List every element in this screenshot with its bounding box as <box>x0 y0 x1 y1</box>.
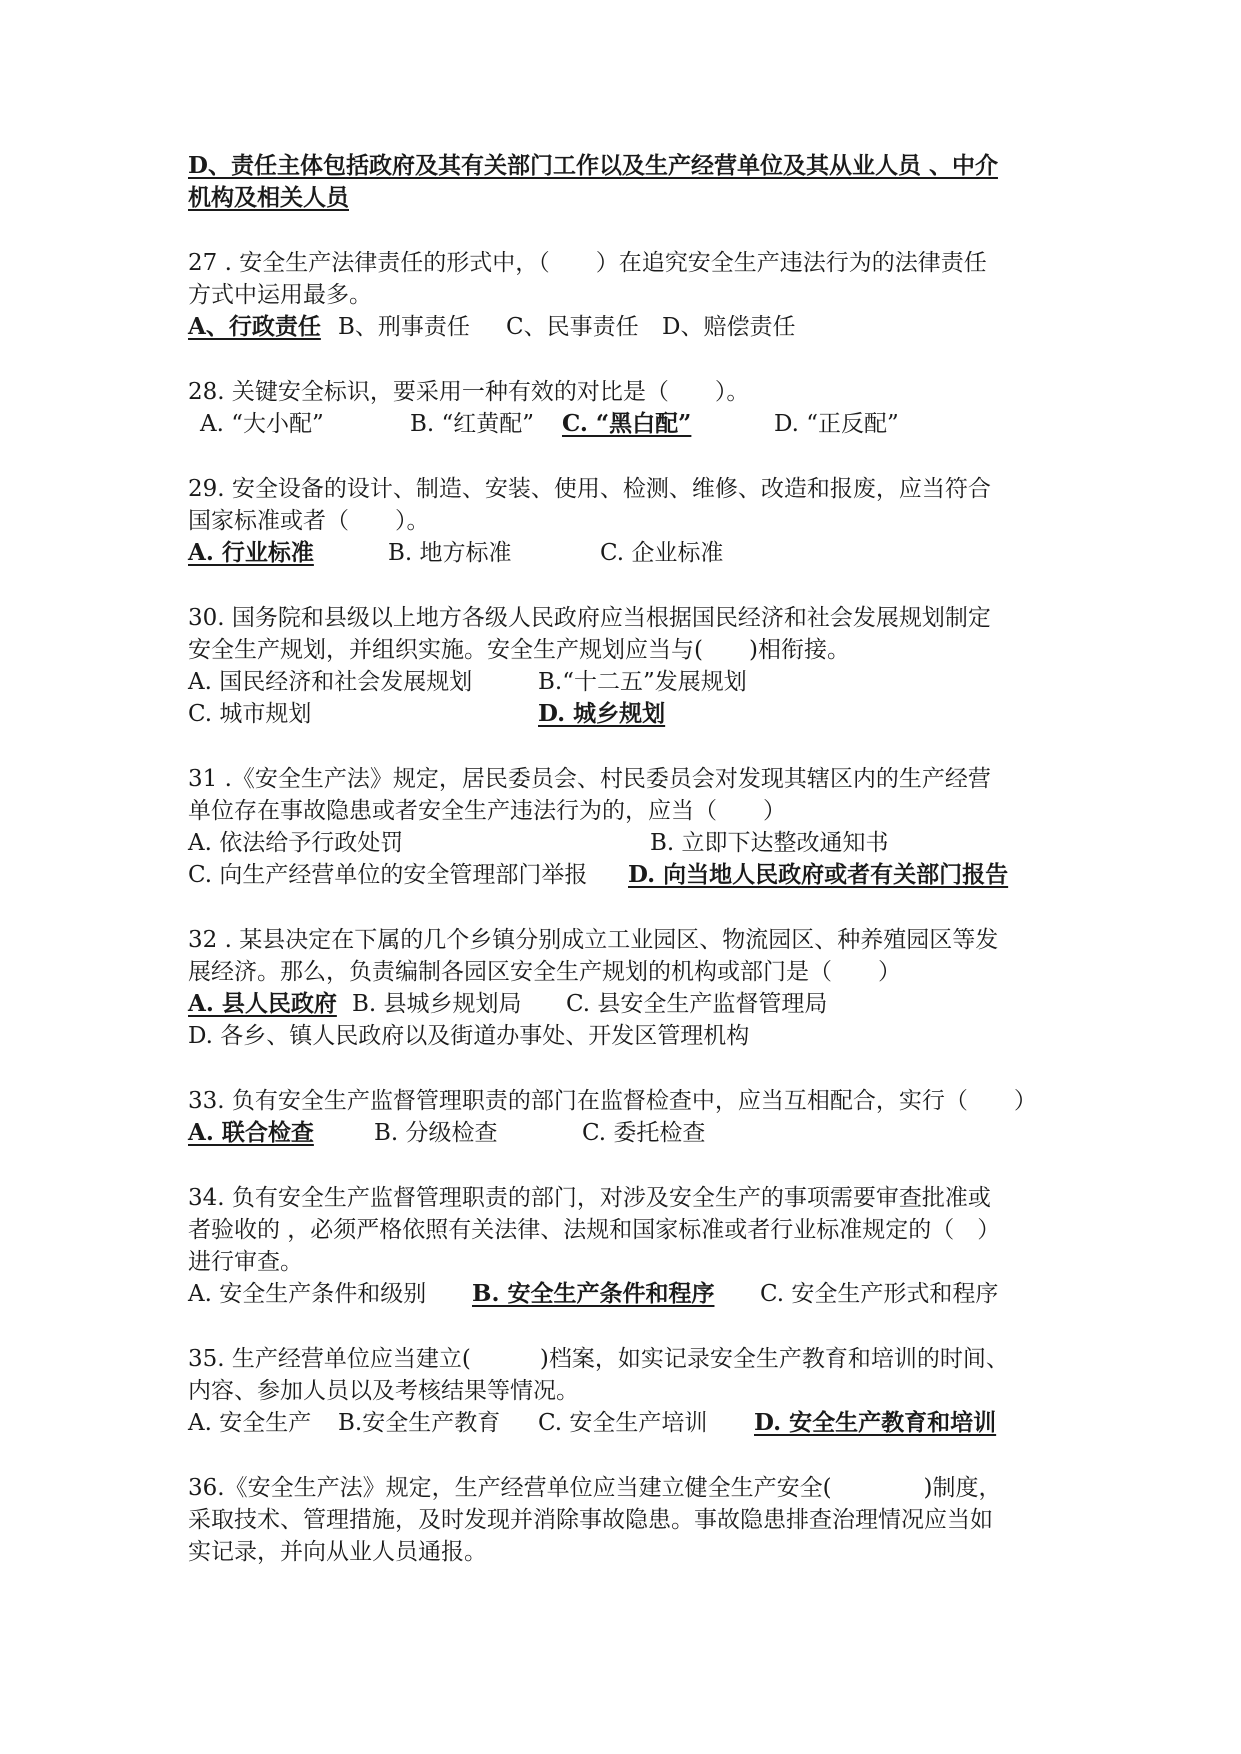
q31-option-c: C. 向生产经营单位的安全管理部门举报 <box>188 862 588 888</box>
q33-text-line-1: 33. 负有安全生产监督管理职责的部门在监督检查中，应当互相配合，实行（ ） <box>188 1088 1037 1114</box>
q31-text-line-2: 单位存在事故隐患或者安全生产违法行为的，应当（ ） <box>188 798 786 824</box>
q31-text-line-1: 31 .《安全生产法》规定，居民委员会、村民委员会对发现其辖区内的生产经营 <box>188 766 991 792</box>
q29-text-line-1: 29. 安全设备的设计、制造、安装、使用、检测、维修、改造和报废，应当符合 <box>188 476 991 502</box>
q27-option-b: B、刑事责任 <box>338 314 470 340</box>
q29-options <box>188 537 1088 569</box>
q33-option-a: A. 联合检查 <box>188 1119 314 1146</box>
q35-text-line-2: 内容、参加人员以及考核结果等情况。 <box>188 1378 579 1404</box>
q27-option-d: D、赔偿责任 <box>662 314 796 340</box>
q29-text-line-2: 国家标准或者（ ）。 <box>188 508 430 534</box>
q33-options <box>188 1117 1088 1149</box>
q35-text-line-1: 35. 生产经营单位应当建立( )档案，如实记录安全生产教育和培训的时间、 <box>188 1346 1009 1372</box>
q33-option-b: B. 分级检查 <box>374 1120 498 1146</box>
q31-option-b: B. 立即下达整改通知书 <box>650 830 889 856</box>
q31-options-row-1 <box>188 827 1088 859</box>
q36-text-line-2: 采取技术、管理措施，及时发现并消除事故隐患。事故隐患排查治理情况应当如 <box>188 1507 993 1533</box>
q34-option-c: C. 安全生产形式和程序 <box>760 1281 999 1307</box>
q30-option-b: B.“十二五”发展规划 <box>538 669 747 695</box>
q26-answer-line-1: D、责任主体包括政府及其有关部门工作以及生产经营单位及其从业人员 、中介 <box>188 152 998 179</box>
q34-text-line-1: 34. 负有安全生产监督管理职责的部门，对涉及安全生产的事项需要审查批准或 <box>188 1185 991 1211</box>
q30-options-row-2 <box>188 698 1088 730</box>
q28-option-a: A. “大小配” <box>200 411 324 437</box>
q33-option-c: C. 委托检查 <box>582 1120 706 1146</box>
q34-option-a: A. 安全生产条件和级别 <box>188 1281 427 1307</box>
q27-text-line-2: 方式中运用最多。 <box>188 282 372 308</box>
q34-option-b: B. 安全生产条件和程序 <box>472 1280 715 1307</box>
q32-options-row-1 <box>188 988 1088 1020</box>
q35-option-a: A. 安全生产 <box>188 1410 312 1436</box>
q28-text-line-1: 28. 关键安全标识，要采用一种有效的对比是（ ）。 <box>188 379 750 405</box>
q30-options-row-1 <box>188 666 1088 698</box>
q28-option-d: D. “正反配” <box>774 411 899 437</box>
document-page <box>188 150 1088 1568</box>
q27-option-a: A、行政责任 <box>188 313 321 340</box>
q36-text-line-3: 实记录，并向从业人员通报。 <box>188 1539 487 1565</box>
q34-text-line-2: 者验收的 ，必须严格依照有关法律、法规和国家标准或者行业标准规定的（ ） <box>188 1217 1001 1243</box>
q27-text-line-1: 27 . 安全生产法律责任的形式中，（ ）在追究安全生产违法行为的法律责任 <box>188 250 987 276</box>
q30-option-a: A. 国民经济和社会发展规划 <box>188 669 473 695</box>
q30-text-line-1: 30. 国务院和县级以上地方各级人民政府应当根据国民经济和社会发展规划制定 <box>188 605 991 631</box>
q34-options <box>188 1278 1088 1310</box>
q26-answer-line-2: 机构及相关人员 <box>188 184 349 211</box>
q28-option-b: B. “红黄配” <box>410 411 535 437</box>
q30-text-line-2: 安全生产规划，并组织实施。安全生产规划应当与( )相衔接。 <box>188 637 850 663</box>
q35-options <box>188 1407 1088 1439</box>
q30-option-d: D. 城乡规划 <box>538 700 666 727</box>
q30-option-c: C. 城市规划 <box>188 701 312 727</box>
q31-option-d: D. 向当地人民政府或者有关部门报告 <box>628 861 1009 888</box>
q29-option-c: C. 企业标准 <box>600 540 724 566</box>
q28-options <box>188 408 1088 440</box>
q36-text-line-1: 36.《安全生产法》规定，生产经营单位应当建立健全生产安全( )制度， <box>188 1475 1002 1501</box>
q35-option-d: D. 安全生产教育和培训 <box>754 1409 997 1436</box>
q32-option-c: C. 县安全生产监督管理局 <box>566 991 828 1017</box>
q35-option-b: B.安全生产教育 <box>338 1410 501 1436</box>
q29-option-b: B. 地方标准 <box>388 540 512 566</box>
q34-text-line-3: 进行审查。 <box>188 1249 303 1275</box>
q31-options-row-2 <box>188 859 1088 891</box>
q27-options <box>188 311 1088 343</box>
q28-option-c: C. “黑白配” <box>562 410 692 437</box>
q27-option-c: C、民事责任 <box>506 314 639 340</box>
q32-option-b: B. 县城乡规划局 <box>352 991 522 1017</box>
q32-options-row-2: D. 各乡、镇人民政府以及街道办事处、开发区管理机构 <box>188 1023 750 1049</box>
q32-text-line-1: 32 . 某县决定在下属的几个乡镇分别成立工业园区、物流园区、种养殖园区等发 <box>188 927 999 953</box>
q29-option-a: A. 行业标准 <box>188 539 314 566</box>
q35-option-c: C. 安全生产培训 <box>538 1410 708 1436</box>
q32-option-a: A. 县人民政府 <box>188 990 337 1017</box>
q32-text-line-2: 展经济。那么，负责编制各园区安全生产规划的机构或部门是（ ） <box>188 959 901 985</box>
q31-option-a: A. 依法给予行政处罚 <box>188 830 404 856</box>
